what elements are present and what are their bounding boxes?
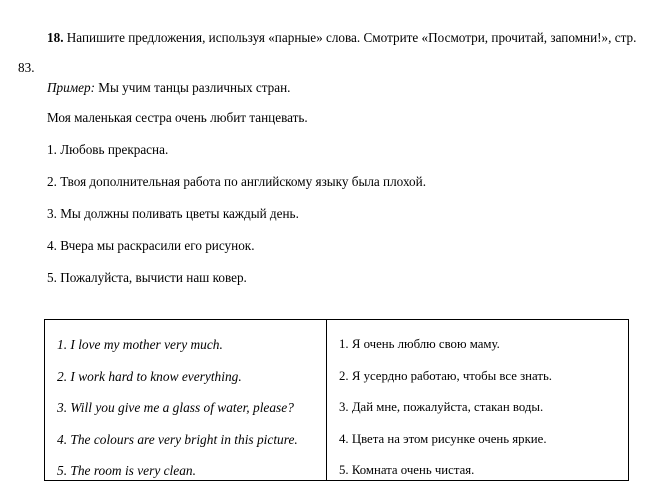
example-line [47, 80, 290, 96]
table-row: 1. I love my mother very much. [57, 337, 223, 352]
table-row: 5. The room is very clean. [57, 463, 196, 479]
table-row: 4. Цвета на этом рисунке очень яркие. [339, 431, 547, 446]
answer-table-english-column [45, 320, 327, 480]
body-line-0: Моя маленькая сестра очень любит танцевать. [47, 110, 308, 125]
body-line-1: 1. Любовь прекрасна. [47, 142, 169, 157]
body-line-5: 5. Пожалуйста, вычисти наш ковер. [47, 270, 247, 285]
example-label: Пример: [47, 80, 95, 95]
table-row: 3. Дай мне, пожалуйста, стакан воды. [339, 400, 544, 415]
exercise-instruction: Напишите предложения, используя «парные» слова. Смотрите «Посмотри, прочитай, запомни!», стр. 83. [18, 30, 637, 76]
answer-table-russian-column [327, 320, 628, 480]
table-row: 2. I work hard to know everything. [57, 368, 242, 384]
answer-table [44, 319, 629, 481]
table-row: 5. Комната очень чистая. [339, 463, 475, 478]
example-text: Мы учим танцы различных стран. [94, 80, 291, 95]
table-row: 3. Will you give me a glass of water, please? [57, 400, 294, 416]
exercise-heading [18, 23, 638, 83]
body-line-4: 4. Вчера мы раскрасили его рисунок. [47, 238, 255, 253]
table-row: 1. Я очень люблю свою маму. [339, 337, 500, 351]
body-line-2: 2. Твоя дополнительная работа по английскому языку была плохой. [47, 174, 426, 189]
exercise-number: 18. [47, 30, 64, 46]
table-row: 4. The colours are very bright in this picture. [57, 431, 298, 447]
table-row: 2. Я усердно работаю, чтобы все знать. [339, 368, 552, 383]
body-line-3: 3. Мы должны поливать цветы каждый день. [47, 206, 299, 221]
